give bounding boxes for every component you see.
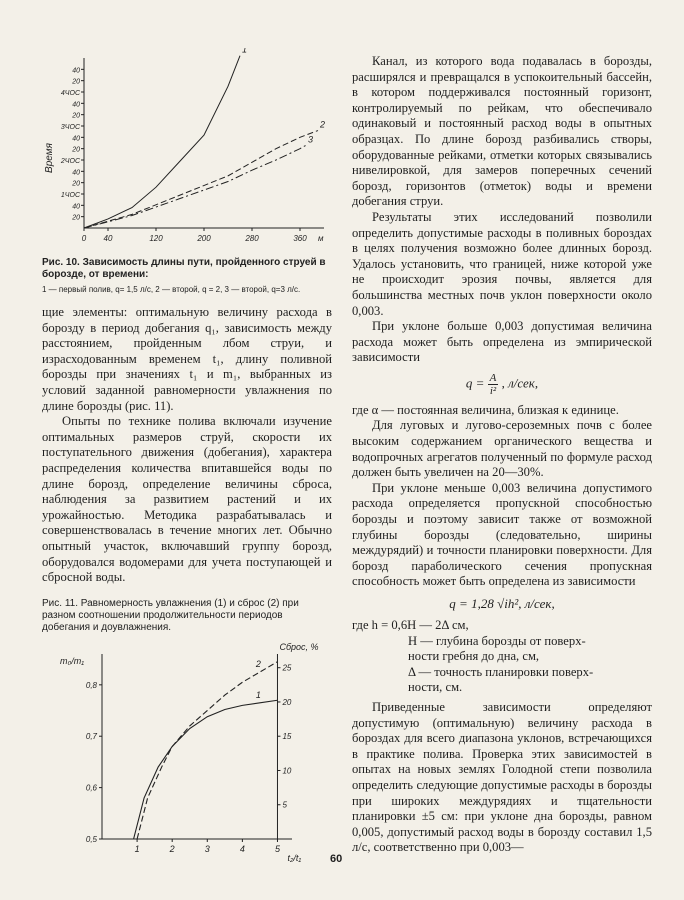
x-tick-label: 280 [245, 234, 259, 243]
formula-2-definitions [352, 618, 652, 696]
y-right-tick-label: 5 [282, 800, 287, 810]
definition-H-line2: ности гребня до дна, см, [408, 649, 540, 664]
definition-delta-line1: Δ — точность планировки поверх- [408, 664, 594, 679]
formula-1-lhs: q = [465, 375, 485, 391]
y-right-tick-label: 25 [282, 663, 292, 673]
figure-10 [42, 48, 332, 253]
y-right-axis-label: Сброс, % [279, 641, 319, 652]
right-paragraph-1: Канал, из которого вода подавалась в борозды, расширялся и превращался в успокоительный бассейн, в котором поддерживался постоянный горизонт, контролируемый по рейкам, что обеспечивало одинаковый и постоянный расход воды в опытных образцах. По длине борозд разбивались створы, оборудованные рейками, отметки которых связывались нивелировкой, для замеров поперечных сечений борозд, горизонтов (отметок) воды и времени добегания струи. [352, 54, 652, 209]
series-2-label: 2 [255, 658, 261, 669]
figure-11 [42, 634, 332, 869]
formula-1-unit: , л/сек, [501, 375, 539, 391]
series-2-line [137, 658, 277, 838]
y-tick-label: 40 [72, 67, 80, 75]
series-1-line [134, 700, 278, 839]
right-paragraph-3: При уклоне больше 0,003 допустимая величина расхода может быть определена из эмпирической зависимости [352, 319, 652, 365]
right-column [352, 54, 652, 856]
right-paragraph-6: При уклоне меньше 0,003 величина допустимого расхода определяется пропускной способностью борозды и поэтому зависит также от возможной глубины борозды (следовательно, ширины междурядий) и точности планировки поверхности. Для борозд параболического сечения пропускная способность может быть определена из зависимости [352, 480, 652, 589]
y-right-tick-label: 20 [282, 697, 292, 707]
y-tick-label: 3ЧОС [60, 124, 80, 131]
right-paragraph-2: Результаты этих исследований позволили определить допустимые расходы в поливных бороздах в целях получения возможно более длинных борозд. Удалось установить, что границей, ниже которой уже не происходит эрозия почвы, является для большинства местных почв уклон поверхности около 0,003. [352, 209, 652, 318]
series-1-label: 1 [255, 689, 261, 700]
y-left-axis-label: m₀/m₁ [60, 655, 85, 666]
figure-10-legend-note: 1 — первый полив, q= 1,5 л/с, 2 — второй, q = 2, 3 — вторoй, q=3 л/с. [42, 285, 301, 294]
formula-1-denominator: i² [489, 384, 497, 397]
formula-1-numerator: A [489, 371, 497, 384]
y-tick-label: 20 [72, 180, 80, 188]
right-paragraph-5: Для луговых и лугово-сероземных почв с более высоким содержанием органического вещества и водопрочных агрегатов полученный по формуле расход должен быть увеличен на 20—30%. [352, 418, 652, 480]
y-tick-label: 40 [72, 203, 80, 211]
y-tick-label: 4ЧОС [60, 90, 80, 97]
y-left-tick-label: 0,8 [85, 680, 97, 690]
formula-1 [352, 372, 652, 397]
y-right-tick-label: 15 [282, 731, 292, 741]
y-tick-label: 2ЧОС [60, 158, 80, 165]
series-3-line [84, 145, 306, 228]
definition-h: где h = 0,6H — 2Δ см, [352, 618, 469, 632]
y-tick-label: 20 [72, 146, 80, 154]
figure-11-caption: Рис. 11. Равномерность увлажнения (1) и сброс (2) при разном соотношении продолжительности периодов добегания и доувлажнения. [42, 597, 299, 633]
x-tick-label: 120 [149, 234, 163, 243]
x-axis-label: м [318, 234, 324, 243]
x-axis-label: t₂/t₁ [287, 852, 302, 863]
figure-10-caption: Рис. 10. Зависимость длины пути, пройденного струей в борозде, от времени: [42, 257, 326, 280]
x-tick-label: 0 [81, 234, 87, 243]
right-paragraph-7: Приведенные зависимости определяют допустимую (оптимальную) величину расхода в бороздах для всего диапазона уклонов, встречающихся в практике полива. Проверка этих зависимостей в опытах на новых землях Голодной степи позволила определить следующие допустимые расходы в борозды при широких междурядиях и тщательности планировки ±5 см: при уклоне дна борозды, равном 0,005, допустимый расход воды в борозду составил 1,5 л/с, соответственно при 0,003— [352, 699, 652, 855]
left-paragraph-2: Опыты по технике полива включали изучение оптимальных размеров струй, скорости их поступательного движения (добегания), характера распределения количества впитавшейся воды по длине борозд, определение величины сброса, наблюдения за развитием растений и их урожайностью. Методика разрабатывалась и совершенствовалась в течение многих лет. Обычно опытный участок, включавший группу борозд, оборудовался водомерами для учета поступающей и сбросной воды. [42, 414, 332, 585]
right-paragraph-4: где α — постоянная величина, близкая к единице. [352, 402, 619, 417]
x-tick-label: 2 [169, 843, 175, 854]
x-tick-label: 4 [239, 843, 245, 854]
y-axis-label: Время [44, 143, 55, 173]
y-left-tick-label: 0,6 [85, 783, 97, 793]
y-tick-label: 40 [72, 135, 80, 143]
y-tick-label: 20 [72, 78, 80, 86]
y-right-tick-label: 10 [282, 766, 292, 776]
x-tick-label: 5 [274, 843, 280, 854]
x-tick-label: 1 [134, 843, 140, 854]
definition-H-line1: H — глубина борозды от поверх- [408, 633, 586, 648]
figure-10-chart [42, 48, 332, 248]
y-tick-label: 20 [72, 214, 80, 222]
left-paragraph-1: щие элементы: оптимальную величину расхода в борозду в период добегания q₁, зависимость между расстоянием, пройденным лбом струи, и израсходованным временем t₁, длину поливной борозды при значениях t₁ и m₁, выбранных из условий заданной равномерности увлажнения по длине борозды (рис. 11). [42, 305, 332, 413]
formula-1-fraction [488, 372, 499, 397]
y-left-tick-label: 0,7 [85, 731, 97, 741]
series-3-label: 3 [308, 134, 314, 145]
series-1-label: 1 [242, 48, 248, 55]
left-column [42, 48, 332, 869]
x-tick-label: 40 [103, 234, 113, 243]
y-tick-label: 1ЧОС [60, 192, 80, 199]
x-tick-label: 3 [204, 843, 210, 854]
definition-delta-line2: ности, см. [408, 680, 463, 695]
y-tick-label: 40 [72, 169, 80, 177]
figure-11-chart [42, 634, 332, 864]
formula-2: q = 1,28 √ih², л/сек, [449, 596, 555, 611]
y-tick-label: 40 [72, 101, 80, 109]
y-left-tick-label: 0,5 [85, 834, 97, 844]
series-2-label: 2 [320, 119, 326, 130]
y-tick-label: 20 [72, 112, 80, 120]
page-number: 60 [330, 853, 343, 865]
x-tick-label: 200 [197, 234, 211, 243]
x-tick-label: 360 [293, 234, 307, 243]
